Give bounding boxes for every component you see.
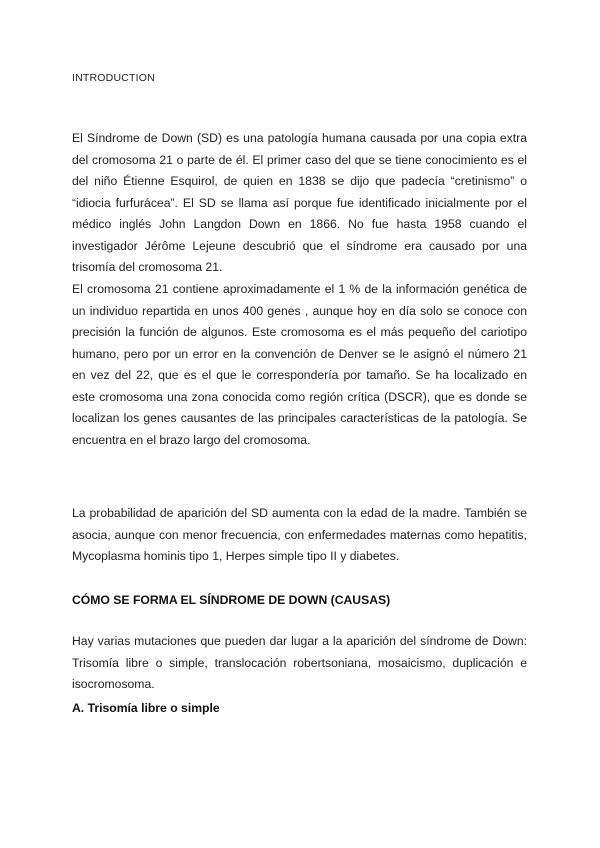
paragraph-risk-factors: La probabilidad de aparición del SD aumenta con la edad de la madre. También se asocia, aunque con menor frecuencia, con enfermedades maternas como hepatitis, Mycoplasma hominis tipo 1, Herpes simple tipo II y diabetes. [72,506,527,563]
paragraph-mutations: Hay varias mutaciones que pueden dar lugar a la aparición del síndrome de Down: Trisomía libre o simple, translocación robertsoniana, mosaicismo, duplicación e isocromosoma. [72,634,527,691]
introduction-heading: INTRODUCTION [72,72,155,84]
subheading-free-trisomy: A. Trisomía libre o simple [72,701,220,715]
section-heading-causes: CÓMO SE FORMA EL SÍNDROME DE DOWN (CAUSAS) [72,593,391,607]
paragraph-chromosome-21: El cromosoma 21 contiene aproximadamente el 1 % de la información genética de un individuo repartida en unos 400 genes , aunque hoy en día solo se conoce con precisión la función de algunos. Este cromosoma es el más pequeño del cariotipo humano, pero por un error en la convención de Denver se le asignó el número 21 en vez del 22, que es el que le correspondería por tamaño. Se ha localizado en este cromosoma una zona conocida como región crítica (DSCR), que es donde se localizan los genes causantes de las principales características de la patología. Se encuentra en el brazo largo del cromosoma. [72,282,527,447]
paragraph-intro-history: El Síndrome de Down (SD) es una patología humana causada por una copia extra del cromosoma 21 o parte de él. El primer caso del que se tiene conocimiento es el del niño Étienne Esquirol, de quien en 1838 se dijo que padecía “cretinismo” o “idiocia furfurácea”. El SD se llama así porque fue identificado inicialmente por el médico inglés John Langdon Down en 1866. No fue hasta 1958 cuando el investigador Jérôme Lejeune descubrió que el síndrome era causado por una trisomía del cromosoma 21. [72,131,527,274]
